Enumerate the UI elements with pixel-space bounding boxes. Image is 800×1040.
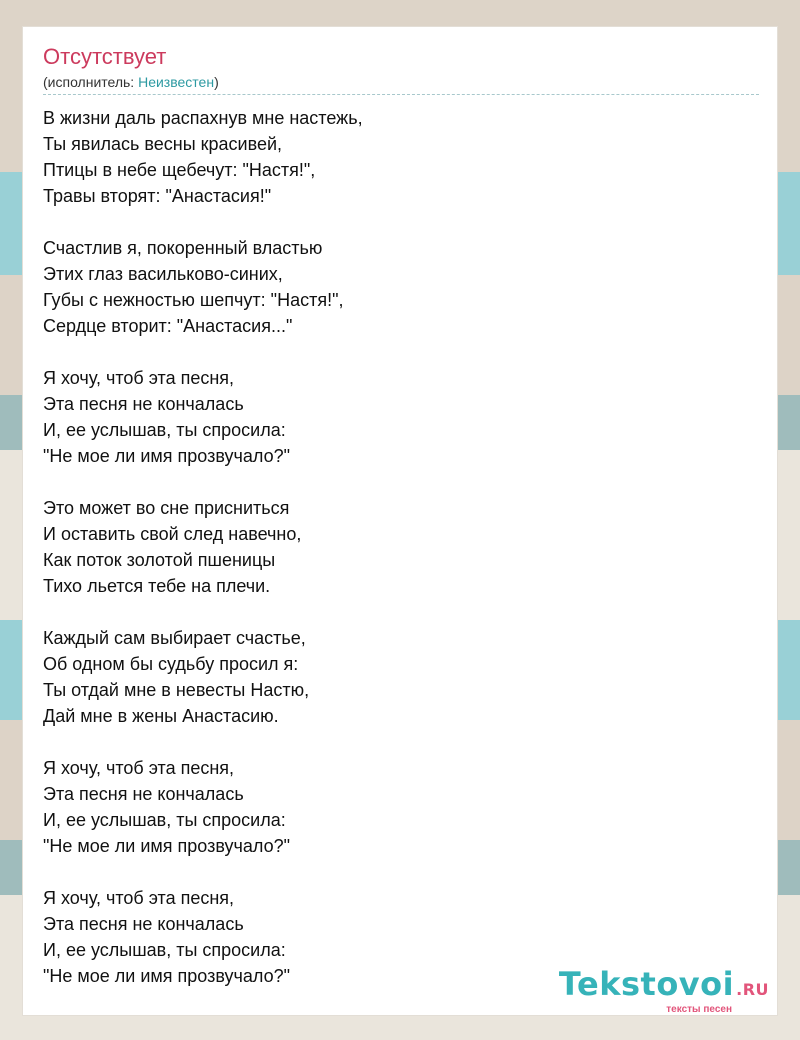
lyric-line: Каждый сам выбирает счастье, (43, 628, 306, 648)
logo-tagline: тексты песен (666, 1004, 732, 1015)
site-logo[interactable] (559, 966, 769, 1015)
artist-prefix: (исполнитель: (43, 74, 139, 90)
lyric-line: Травы вторят: "Анастасия!" (43, 186, 272, 206)
lyric-line: Эта песня не кончалась (43, 394, 244, 414)
lyric-line: "Не мое ли имя прозвучало?" (43, 966, 291, 986)
lyric-line: Сердце вторит: "Анастасия..." (43, 316, 293, 336)
lyric-line: Я хочу, чтоб эта песня, (43, 368, 235, 388)
logo-tld: .RU (736, 980, 769, 999)
divider (43, 94, 759, 95)
lyric-line: "Не мое ли имя прозвучало?" (43, 836, 291, 856)
lyric-line: Ты отдай мне в невесты Настю, (43, 680, 310, 700)
song-title: Отсутствует (43, 44, 167, 69)
lyric-line: В жизни даль распахнув мне настежь, (43, 108, 363, 128)
lyric-line: Губы с нежностью шепчут: "Настя!", (43, 290, 344, 310)
lyric-line: Эта песня не кончалась (43, 784, 244, 804)
artist-suffix: ) (214, 74, 219, 90)
stanza-gap (43, 859, 363, 885)
lyric-line: "Не мое ли имя прозвучало?" (43, 446, 291, 466)
stanza-gap (43, 469, 363, 495)
stanza-gap (43, 339, 363, 365)
lyric-line: Этих глаз васильково-синих, (43, 264, 283, 284)
lyric-line: Это может во сне присниться (43, 498, 290, 518)
lyric-line: И, ее услышав, ты спросила: (43, 810, 286, 830)
logo-wordmark (559, 966, 769, 1008)
lyric-line: Дай мне в жены Анастасию. (43, 706, 279, 726)
lyric-line: Эта песня не кончалась (43, 914, 244, 934)
lyric-line: Птицы в небе щебечут: "Настя!", (43, 160, 316, 180)
logo-name: Tekstovoi (558, 965, 735, 1003)
artist-line (43, 74, 219, 90)
stanza-gap (43, 729, 363, 755)
lyric-line: Счастлив я, покоренный властью (43, 238, 323, 258)
lyric-line: И, ее услышав, ты спросила: (43, 940, 286, 960)
lyric-line: Я хочу, чтоб эта песня, (43, 758, 235, 778)
lyric-line: И, ее услышав, ты спросила: (43, 420, 286, 440)
lyrics-card (22, 26, 778, 1016)
lyric-line: Ты явилась весны красивей, (43, 134, 283, 154)
lyrics-body (43, 105, 363, 989)
lyric-line: Как поток золотой пшеницы (43, 550, 276, 570)
stanza-gap (43, 599, 363, 625)
lyric-line: И оставить свой след навечно, (43, 524, 302, 544)
lyric-line: Тихо льется тебе на плечи. (43, 576, 271, 596)
stanza-gap (43, 209, 363, 235)
artist-link[interactable]: Неизвестен (138, 74, 215, 90)
lyric-line: Об одном бы судьбу просил я: (43, 654, 299, 674)
lyric-line: Я хочу, чтоб эта песня, (43, 888, 235, 908)
